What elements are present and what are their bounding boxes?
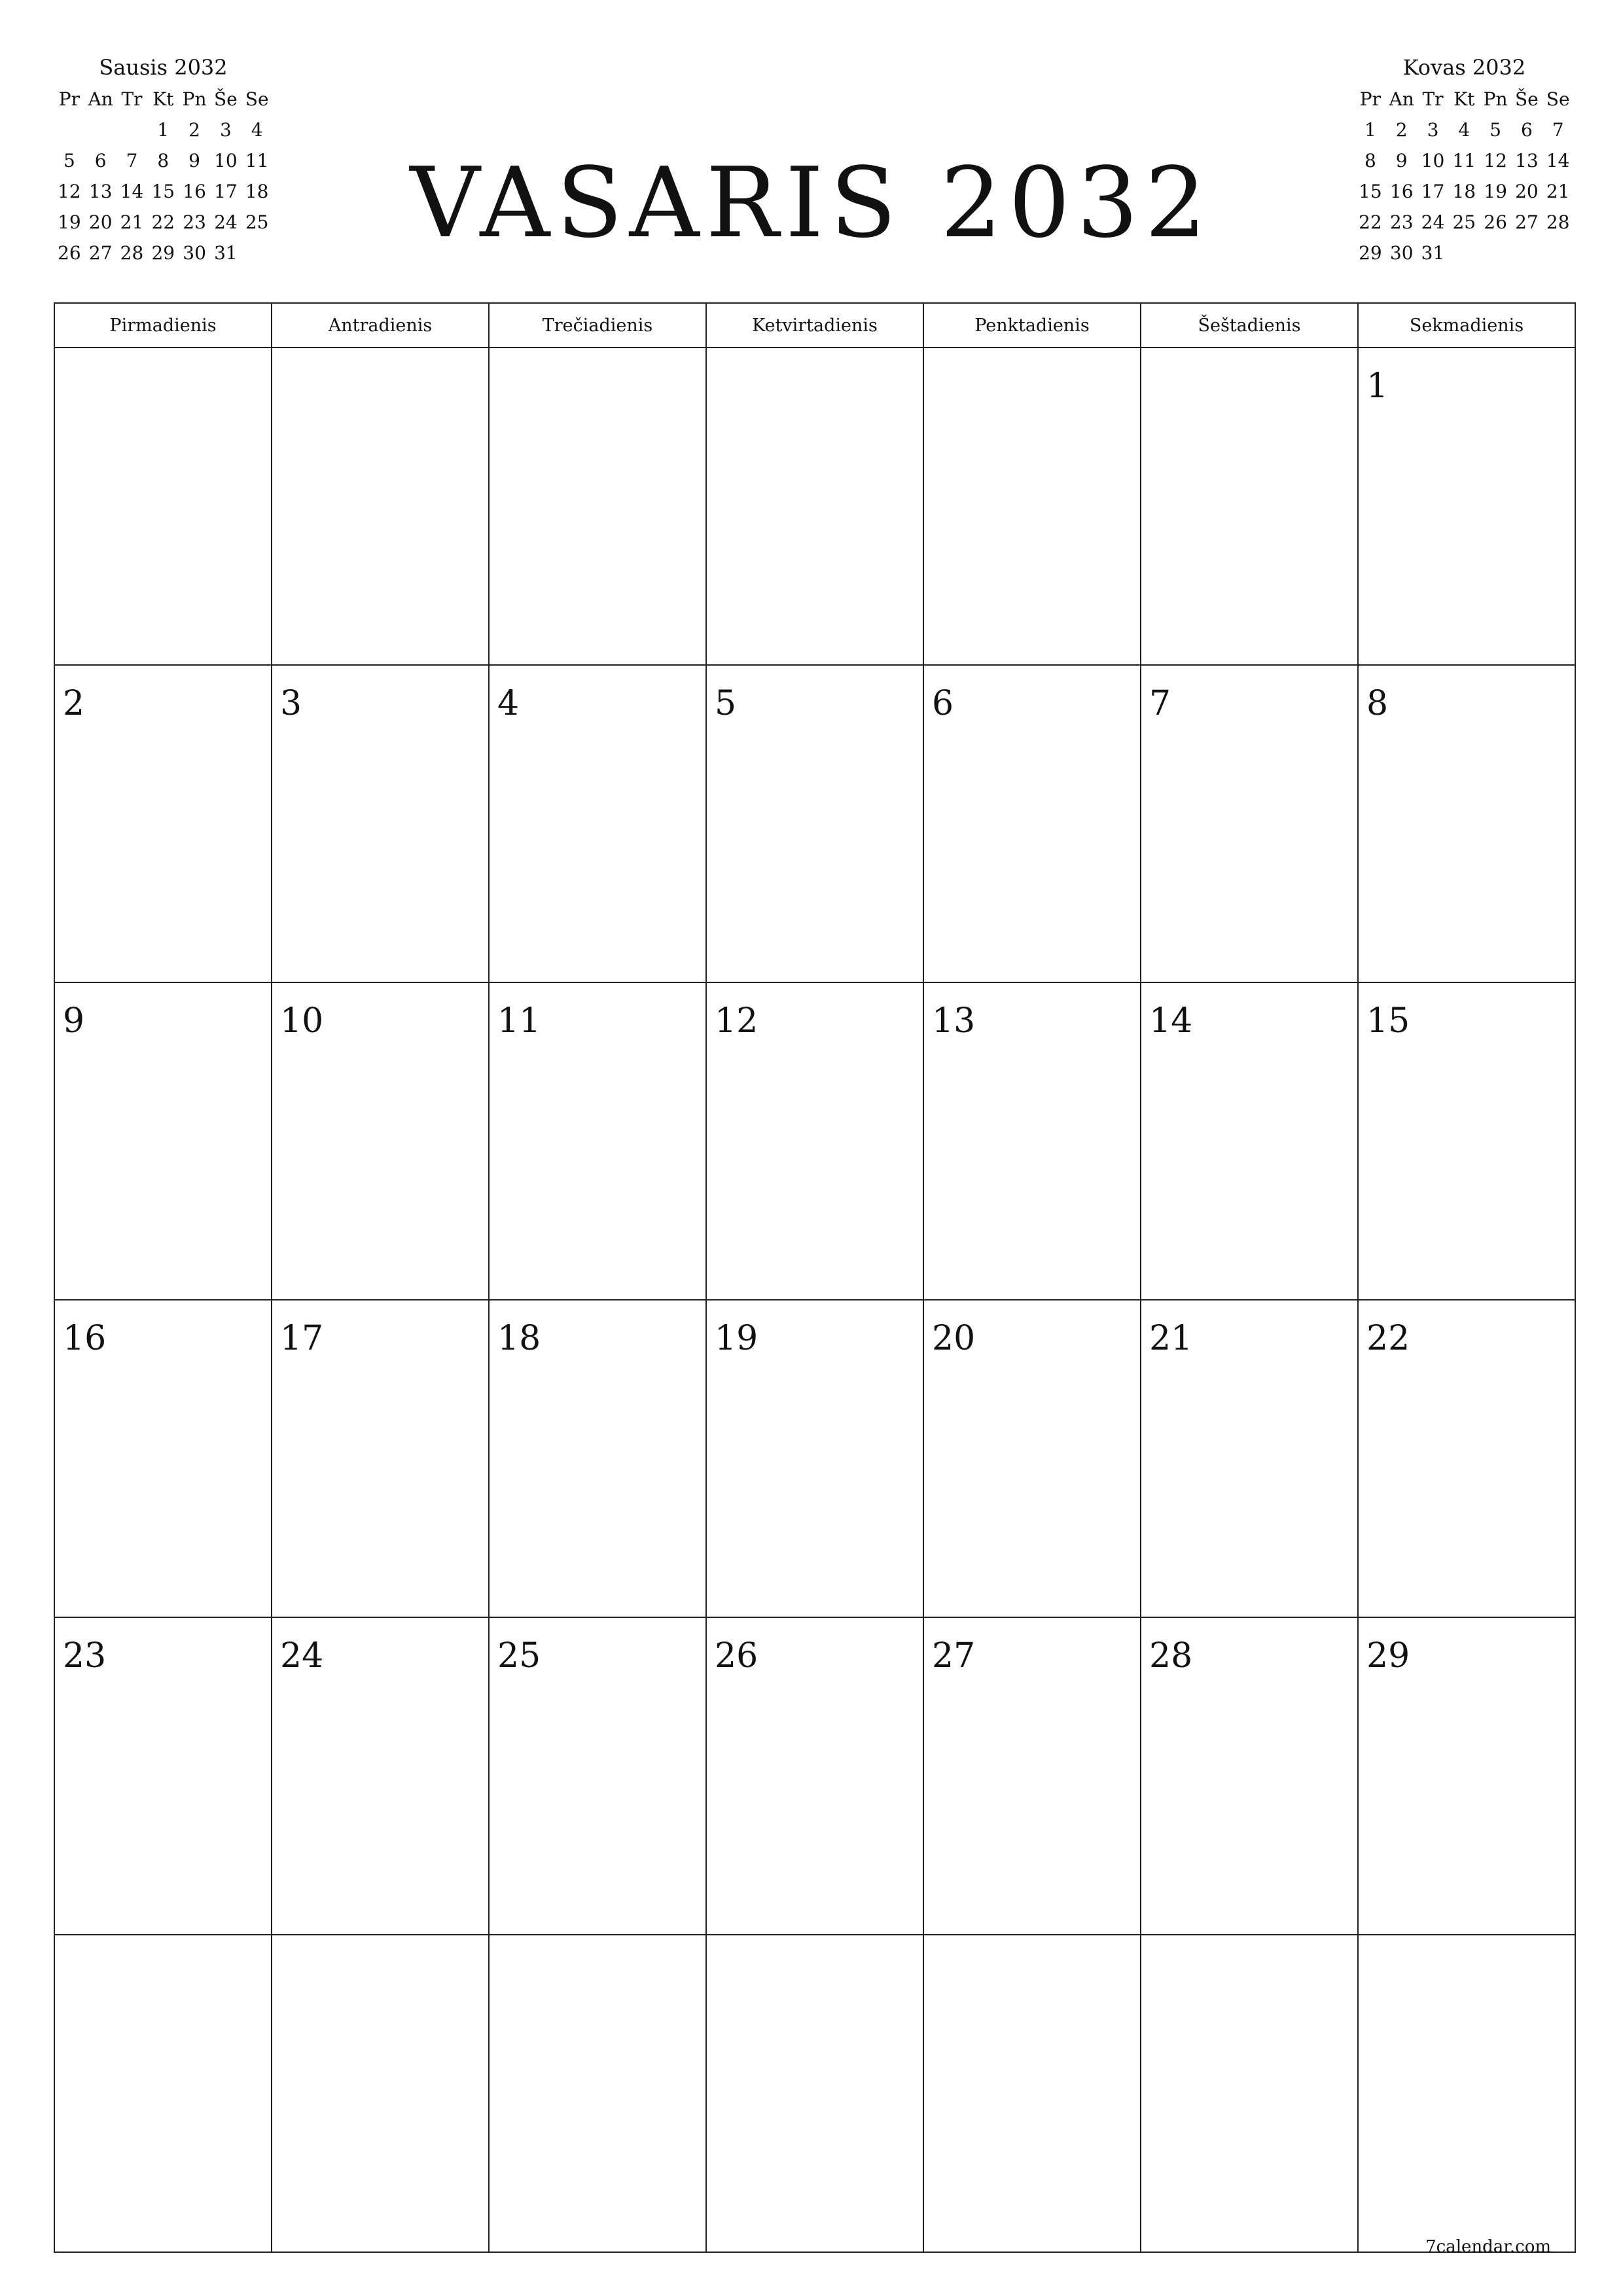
calendar-week-row	[54, 1300, 1575, 1617]
prev_month-day: 13	[88, 181, 113, 202]
weekday-header: Antradienis	[272, 303, 489, 348]
day-number: 14	[1149, 1001, 1193, 1041]
day-number: 3	[280, 684, 302, 723]
prev_month-day: 21	[120, 211, 144, 233]
month-calendar-grid	[54, 302, 1576, 2253]
calendar-day-cell[interactable]	[54, 665, 272, 982]
next_month-day: 7	[1552, 119, 1564, 141]
day-number	[55, 1935, 271, 1954]
weekday-header: Sekmadienis	[1358, 303, 1575, 348]
prev_month-day: 5	[63, 150, 75, 171]
day-number	[272, 348, 488, 367]
prev_month-day: 16	[183, 181, 206, 202]
prev_month-day	[54, 115, 85, 145]
day-number: 27	[932, 1636, 976, 1676]
calendar-day-cell[interactable]	[923, 1300, 1141, 1617]
calendar-day-cell[interactable]	[706, 1300, 923, 1617]
page-title: VASARIS 2032	[410, 147, 1213, 259]
next_month-day: 29	[1359, 242, 1382, 264]
day-number	[707, 348, 923, 367]
day-number	[272, 1935, 488, 1954]
prev_month-day: 6	[94, 150, 107, 171]
day-number: 19	[715, 1319, 758, 1358]
calendar-day-cell[interactable]	[1358, 665, 1575, 982]
prev_month-day: 1	[157, 119, 169, 141]
calendar-day-cell[interactable]	[923, 1935, 1141, 2252]
prev_month-day: 22	[151, 211, 175, 233]
day-number: 4	[497, 684, 520, 723]
prev_month-weekday-label: Se	[245, 88, 269, 110]
day-number: 21	[1149, 1319, 1193, 1358]
prev_month-day: 23	[183, 211, 206, 233]
next_month-day: 15	[1359, 181, 1382, 202]
day-number: 26	[715, 1636, 758, 1676]
calendar-day-cell[interactable]	[272, 1935, 489, 2252]
day-number: 28	[1149, 1636, 1193, 1676]
calendar-week-row	[54, 1617, 1575, 1935]
calendar-day-cell[interactable]	[923, 1617, 1141, 1935]
day-number: 5	[715, 684, 737, 723]
calendar-day-cell[interactable]	[489, 1617, 706, 1935]
calendar-day-cell[interactable]	[272, 665, 489, 982]
prev_month-day: 26	[58, 242, 81, 264]
next_month-day: 18	[1452, 181, 1476, 202]
prev_month-day: 20	[88, 211, 113, 233]
next_month-day	[1543, 238, 1574, 268]
day-number	[924, 348, 1140, 367]
calendar-week-row	[54, 348, 1575, 665]
prev_month-day: 24	[214, 211, 238, 233]
day-number: 17	[280, 1319, 324, 1358]
day-number: 18	[497, 1319, 541, 1358]
calendar-day-cell[interactable]	[272, 982, 489, 1300]
weekday-header: Penktadienis	[923, 303, 1141, 348]
day-number: 29	[1366, 1636, 1410, 1676]
calendar-day-cell[interactable]	[54, 1935, 272, 2252]
next-month-grid	[1355, 84, 1574, 268]
next-month-mini-calendar	[1355, 51, 1574, 268]
next_month-weekday-label: Pr	[1359, 88, 1382, 110]
prev_month-day: 14	[120, 181, 144, 202]
day-number: 13	[932, 1001, 976, 1041]
calendar-day-cell[interactable]	[1358, 1300, 1575, 1617]
calendar-day-cell[interactable]	[706, 1935, 923, 2252]
next_month-day: 22	[1359, 211, 1382, 233]
weekday-header: Pirmadienis	[54, 303, 272, 348]
calendar-day-cell[interactable]	[1141, 1300, 1358, 1617]
calendar-day-cell[interactable]	[923, 982, 1141, 1300]
calendar-day-cell[interactable]	[923, 665, 1141, 982]
prev_month-day: 17	[214, 181, 238, 202]
next_month-day: 4	[1458, 119, 1471, 141]
calendar-day-cell[interactable]	[1141, 665, 1358, 982]
day-number	[1359, 1935, 1575, 1954]
next_month-day: 1	[1364, 119, 1376, 141]
prev_month-day: 29	[151, 242, 175, 264]
weekday-header: Trečiadienis	[489, 303, 706, 348]
next_month-day: 27	[1515, 211, 1539, 233]
prev_month-day: 19	[58, 211, 81, 233]
calendar-day-cell[interactable]	[54, 1300, 272, 1617]
next_month-day	[1511, 238, 1543, 268]
next_month-day: 11	[1452, 150, 1476, 171]
calendar-day-cell[interactable]	[1358, 1617, 1575, 1935]
prev_month-weekday-label: Pn	[182, 88, 207, 110]
calendar-day-cell[interactable]	[1358, 982, 1575, 1300]
calendar-day-cell[interactable]	[272, 348, 489, 665]
weekday-header-row	[54, 303, 1575, 348]
prev_month-day: 18	[245, 181, 269, 202]
footer-site-credit: 7calendar.com	[1425, 2237, 1551, 2257]
next_month-day: 23	[1389, 211, 1414, 233]
next_month-day: 6	[1520, 119, 1533, 141]
day-number: 2	[63, 684, 85, 723]
next_month-day: 20	[1515, 181, 1539, 202]
calendar-day-cell[interactable]	[1358, 1935, 1575, 2252]
calendar-day-cell[interactable]	[54, 1617, 272, 1935]
next_month-day: 17	[1421, 181, 1445, 202]
calendar-day-cell[interactable]	[1141, 982, 1358, 1300]
next_month-weekday-label: Se	[1546, 88, 1570, 110]
day-number	[490, 1935, 705, 1954]
calendar-day-cell[interactable]	[272, 1617, 489, 1935]
prev_month-weekday-label: Pr	[58, 88, 80, 110]
day-number: 1	[1366, 367, 1389, 406]
calendar-week-row	[54, 665, 1575, 982]
calendar-day-cell[interactable]	[1141, 1617, 1358, 1935]
day-number: 7	[1149, 684, 1171, 723]
day-number	[1141, 348, 1357, 367]
prev_month-day: 25	[245, 211, 269, 233]
next_month-day: 12	[1484, 150, 1507, 171]
next_month-day: 21	[1546, 181, 1570, 202]
day-number: 11	[497, 1001, 541, 1041]
calendar-day-cell[interactable]	[706, 982, 923, 1300]
next_month-day: 31	[1421, 242, 1445, 264]
next_month-day: 9	[1395, 150, 1408, 171]
prev_month-day: 3	[219, 119, 232, 141]
next_month-day: 5	[1489, 119, 1501, 141]
calendar-day-cell[interactable]	[706, 1617, 923, 1935]
calendar-day-cell[interactable]	[706, 665, 923, 982]
calendar-day-cell[interactable]	[1358, 348, 1575, 665]
day-number: 22	[1366, 1319, 1410, 1358]
prev_month-day: 28	[120, 242, 144, 264]
day-number: 12	[715, 1001, 758, 1041]
prev_month-day: 4	[251, 119, 263, 141]
calendar-week-row	[54, 982, 1575, 1300]
day-number: 8	[1366, 684, 1389, 723]
next_month-weekday-label: Kt	[1454, 88, 1475, 110]
prev_month-day	[85, 115, 116, 145]
prev_month-day: 8	[157, 150, 169, 171]
day-number: 23	[63, 1636, 107, 1676]
calendar-day-cell[interactable]	[489, 348, 706, 665]
prev_month-day: 2	[188, 119, 200, 141]
next_month-day	[1480, 238, 1511, 268]
day-number: 25	[497, 1636, 541, 1676]
prev_month-weekday-label: An	[88, 88, 113, 110]
weekday-header: Šeštadienis	[1141, 303, 1358, 348]
next_month-weekday-label: Tr	[1422, 88, 1444, 110]
next_month-day: 3	[1427, 119, 1439, 141]
next-month-title: Kovas 2032	[1402, 55, 1526, 80]
next_month-day: 26	[1484, 211, 1507, 233]
prev_month-day	[116, 115, 148, 145]
day-number: 15	[1366, 1001, 1410, 1041]
prev_month-day: 30	[183, 242, 206, 264]
day-number	[55, 348, 271, 367]
day-number: 20	[932, 1319, 976, 1358]
next_month-weekday-label: Pn	[1483, 88, 1508, 110]
day-number	[707, 1935, 923, 1954]
day-number: 9	[63, 1001, 85, 1041]
prev-month-title: Sausis 2032	[99, 55, 228, 80]
next_month-day: 25	[1452, 211, 1476, 233]
prev_month-weekday-label: Še	[214, 88, 238, 110]
next_month-day: 13	[1515, 150, 1539, 171]
calendar-day-cell[interactable]	[1141, 348, 1358, 665]
calendar-day-cell[interactable]	[1141, 1935, 1358, 2252]
day-number	[490, 348, 705, 367]
prev_month-day: 9	[188, 150, 200, 171]
next_month-day: 24	[1421, 211, 1445, 233]
next_month-day: 30	[1389, 242, 1414, 264]
calendar-day-cell[interactable]	[923, 348, 1141, 665]
calendar-day-cell[interactable]	[489, 1300, 706, 1617]
prev_month-weekday-label: Tr	[121, 88, 143, 110]
day-number: 6	[932, 684, 954, 723]
day-number: 24	[280, 1636, 324, 1676]
day-number: 16	[63, 1319, 107, 1358]
prev_month-day: 15	[151, 181, 175, 202]
next_month-day	[1448, 238, 1480, 268]
weekday-header: Ketvirtadienis	[706, 303, 923, 348]
next_month-day: 28	[1546, 211, 1570, 233]
prev_month-day: 31	[214, 242, 238, 264]
day-number	[924, 1935, 1140, 1954]
day-number	[1141, 1935, 1357, 1954]
prev_month-day: 27	[88, 242, 113, 264]
next_month-day: 14	[1546, 150, 1570, 171]
prev_month-day: 12	[58, 181, 81, 202]
calendar-day-cell[interactable]	[272, 1300, 489, 1617]
next_month-day: 16	[1389, 181, 1414, 202]
day-number: 10	[280, 1001, 324, 1041]
prev_month-day: 7	[126, 150, 138, 171]
calendar-day-cell[interactable]	[54, 982, 272, 1300]
next_month-weekday-label: An	[1389, 88, 1414, 110]
next_month-day: 8	[1364, 150, 1376, 171]
next_month-weekday-label: Še	[1515, 88, 1539, 110]
calendar-body	[54, 348, 1575, 2252]
prev_month-day: 11	[245, 150, 269, 171]
calendar-day-cell[interactable]	[54, 348, 272, 665]
calendar-week-row	[54, 1935, 1575, 2252]
next_month-day: 10	[1421, 150, 1445, 171]
next_month-day: 19	[1484, 181, 1507, 202]
calendar-day-cell[interactable]	[706, 348, 923, 665]
next_month-day: 2	[1395, 119, 1408, 141]
calendar-day-cell[interactable]	[489, 982, 706, 1300]
prev_month-weekday-label: Kt	[152, 88, 174, 110]
calendar-day-cell[interactable]	[489, 665, 706, 982]
calendar-day-cell[interactable]	[489, 1935, 706, 2252]
prev_month-day: 10	[214, 150, 238, 171]
